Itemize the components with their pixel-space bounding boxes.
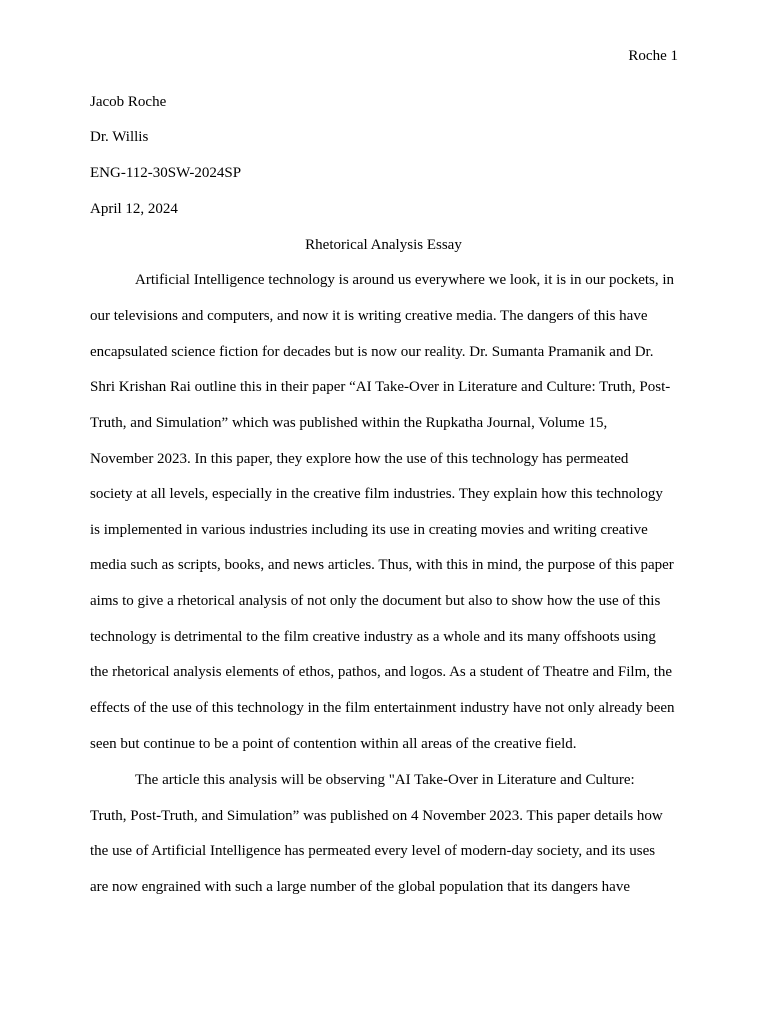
instructor-name: Dr. Willis: [90, 129, 149, 145]
essay-date: April 12, 2024: [90, 201, 178, 217]
body-line: Shri Krishan Rai outline this in their paper “AI Take-Over in Literature and Culture: Truth, Post-: [90, 379, 671, 395]
body-line: technology is detrimental to the film creative industry as a whole and its many offshoots using: [90, 629, 656, 645]
running-head: Roche 1: [628, 48, 678, 64]
author-name: Jacob Roche: [90, 94, 167, 110]
body-line: the rhetorical analysis elements of ethos, pathos, and logos. As a student of Theatre and Film, the: [90, 664, 673, 680]
body-line: effects of the use of this technology in the film entertainment industry have not only already been: [90, 700, 675, 716]
body-line: aims to give a rhetorical analysis of not only the document but also to show how the use of this: [90, 593, 661, 609]
body-line: Truth, Post-Truth, and Simulation” was published on 4 November 2023. This paper details how: [90, 808, 663, 824]
body-line: society at all levels, especially in the creative film industries. They explain how this technology: [90, 486, 663, 502]
body-line: seen but continue to be a point of contention within all areas of the creative field.: [90, 736, 577, 752]
body-line: November 2023. In this paper, they explore how the use of this technology has permeated: [90, 451, 629, 467]
body-line: the use of Artificial Intelligence has permeated every level of modern-day society, and its uses: [90, 843, 656, 859]
body-line: are now engrained with such a large number of the global population that its dangers have: [90, 879, 630, 895]
body-line: media such as scripts, books, and news articles. Thus, with this in mind, the purpose of this paper: [90, 557, 674, 573]
body-line: The article this analysis will be observing "AI Take-Over in Literature and Culture:: [135, 772, 635, 788]
course-code: ENG-112-30SW-2024SP: [90, 165, 242, 181]
body-line: encapsulated science fiction for decades but is now our reality. Dr. Sumanta Pramanik and Dr.: [90, 344, 654, 360]
essay-title: Rhetorical Analysis Essay: [305, 237, 462, 253]
body-line: is implemented in various industries including its use in creating movies and writing creative: [90, 522, 648, 538]
body-line: Truth, and Simulation” which was published within the Rupkatha Journal, Volume 15,: [90, 415, 608, 431]
body-line: our televisions and computers, and now it is writing creative media. The dangers of this have: [90, 308, 648, 324]
body-line: Artificial Intelligence technology is around us everywhere we look, it is in our pockets, in: [135, 272, 675, 288]
